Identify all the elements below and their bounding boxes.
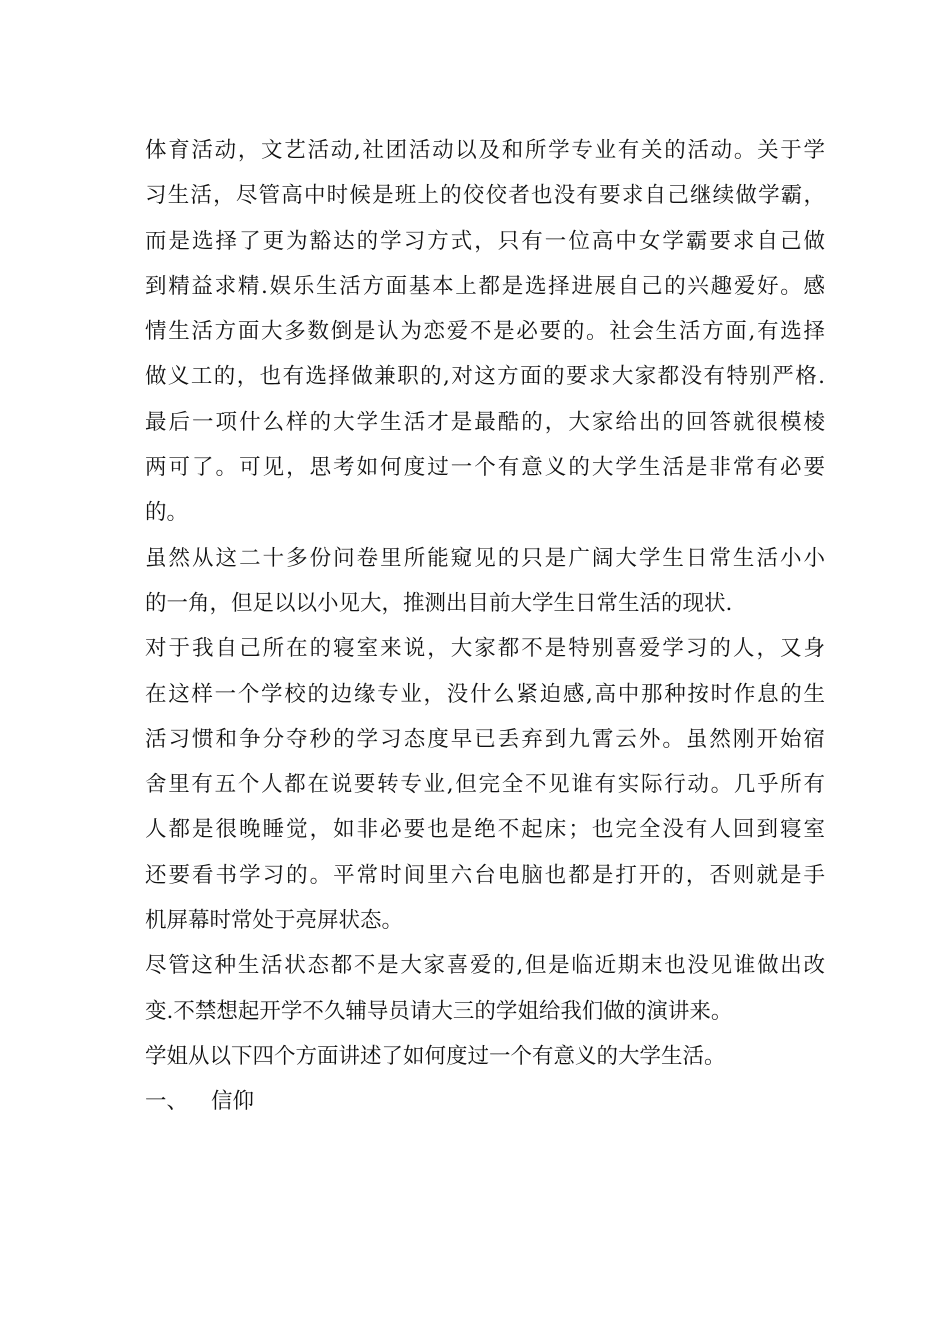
paragraph-lecture-intro bbox=[145, 1034, 825, 1079]
paragraph-activities-summary bbox=[145, 128, 825, 536]
text-line: 在这样一个学校的边缘专业，没什么紧迫感,高中那种按时作息的生 bbox=[145, 681, 825, 707]
text-line: 人都是很晚睡觉，如非必要也是绝不起床；也完全没有人回到寝室 bbox=[145, 817, 825, 843]
section-heading bbox=[145, 1079, 825, 1124]
section-title: 信仰 bbox=[211, 1089, 255, 1115]
paragraph-survey-insight bbox=[145, 536, 825, 627]
text-line: 做义工的，也有选择做兼职的,对这方面的要求大家都没有特别严格. bbox=[145, 364, 825, 390]
text-line: 尽管这种生活状态都不是大家喜爱的,但是临近期末也没见谁做出改 bbox=[145, 953, 825, 979]
text-line: 机屏幕时常处于亮屏状态。 bbox=[145, 908, 404, 934]
text-line: 还要看书学习的。平常时间里六台电脑也都是打开的，否则就是手 bbox=[145, 862, 825, 888]
text-line: 到精益求精.娱乐生活方面基本上都是选择进展自己的兴趣爱好。感 bbox=[145, 273, 825, 299]
text-line: 活习惯和争分夺秒的学习态度早已丢弃到九霄云外。虽然刚开始宿 bbox=[145, 726, 825, 752]
text-line: 的一角，但足以以小见大，推测出目前大学生日常生活的现状. bbox=[145, 590, 733, 616]
text-line: 而是选择了更为豁达的学习方式，只有一位高中女学霸要求自己做 bbox=[145, 228, 825, 254]
text-line: 的。 bbox=[145, 500, 189, 526]
paragraph-dorm-life bbox=[145, 626, 825, 943]
text-line: 体育活动，文艺活动,社团活动以及和所学专业有关的活动。关于学 bbox=[145, 138, 825, 163]
text-line: 两可了。可见，思考如何度过一个有意义的大学生活是非常有必要 bbox=[145, 455, 825, 481]
document-body bbox=[145, 128, 825, 1125]
text-line: 变.不禁想起开学不久辅导员请大三的学姐给我们做的演讲来。 bbox=[145, 998, 733, 1024]
section-number: 一、 bbox=[145, 1089, 189, 1115]
text-line: 舍里有五个人都在说要转专业,但完全不见谁有实际行动。几乎所有 bbox=[145, 772, 825, 798]
text-line: 习生活，尽管高中时候是班上的佼佼者也没有要求自己继续做学霸， bbox=[145, 183, 825, 209]
text-line: 学姐从以下四个方面讲述了如何度过一个有意义的大学生活。 bbox=[145, 1043, 726, 1069]
paragraph-reflection bbox=[145, 943, 825, 1034]
text-line: 情生活方面大多数倒是认为恋爱不是必要的。社会生活方面,有选择 bbox=[145, 319, 825, 345]
text-line: 虽然从这二十多份问卷里所能窥见的只是广阔大学生日常生活小小 bbox=[145, 545, 825, 571]
text-line: 对于我自己所在的寝室来说，大家都不是特别喜爱学习的人，又身 bbox=[145, 636, 825, 662]
text-line: 最后一项什么样的大学生活才是最酷的，大家给出的回答就很模棱 bbox=[145, 409, 825, 435]
